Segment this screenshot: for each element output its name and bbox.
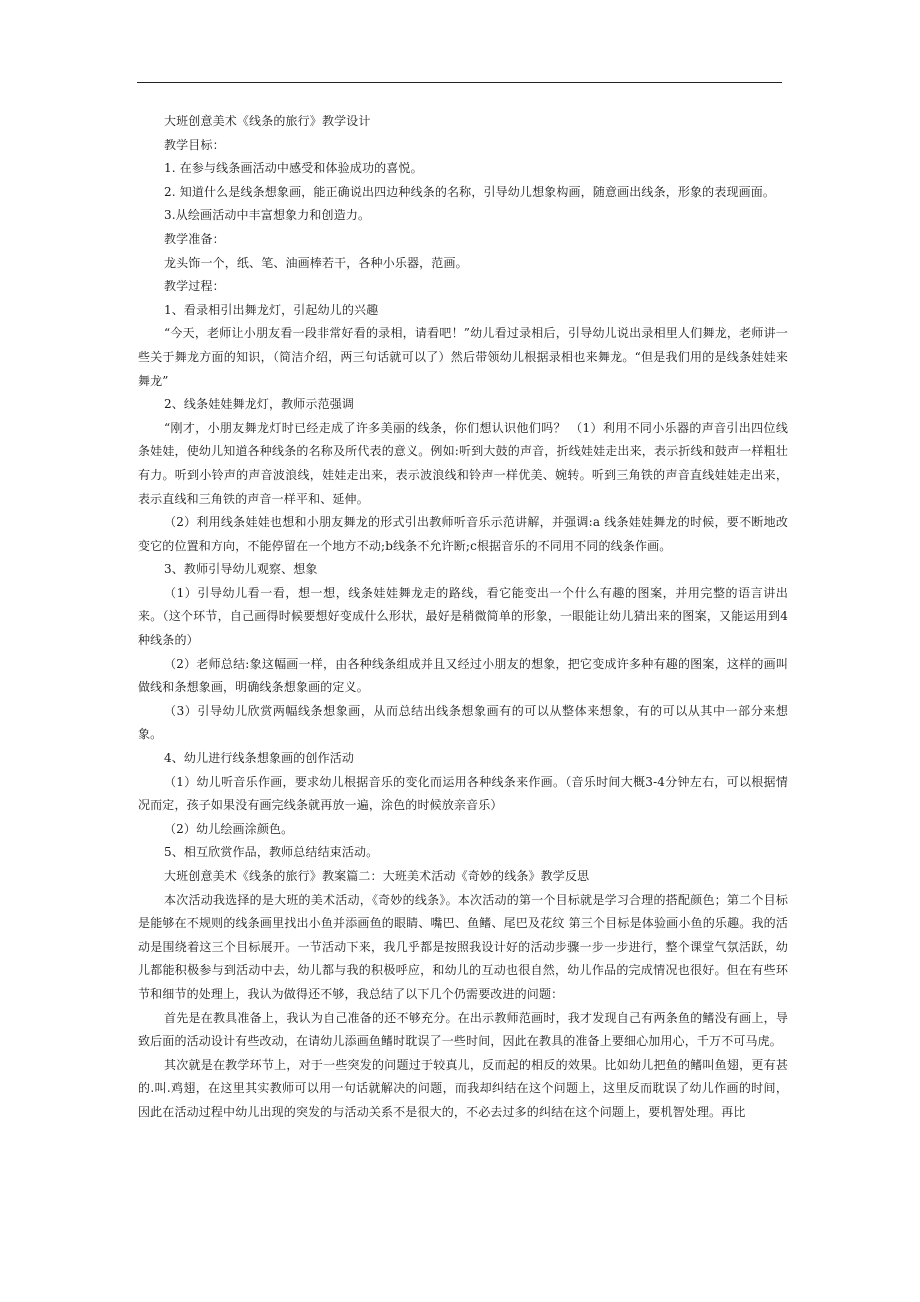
paragraph: （1）引导幼儿看一看，想一想，线条娃娃舞龙走的路线，看它能变出一个什么有趣的图案，并用完整的语言讲出来。（这个环节，自己画得时候要想好变成什么形状，最好是稍微简单的形象，一眼能让幼儿猜出来的图案，又能运用到4种线条的） — [138, 585, 788, 648]
paragraph: 教学目标： — [164, 137, 225, 152]
paragraph: 大班创意美术《线条的旅行》教学设计 — [164, 114, 371, 128]
paragraph: （2）老师总结:象这幅画一样，由各种线条组成并且又经过小朋友的想象，把它变成许多种有趣的图案，这样的画叫做线和条想象画，明确线条想象画的定义。 — [138, 656, 788, 695]
paragraph: 3、教师引导幼儿观察、想象 — [164, 562, 318, 577]
paragraph: （1）幼儿听音乐作画，要求幼儿根据音乐的变化而运用各种线条来作画。（音乐时间大概3-4分钟左右，可以根据情况而定，孩子如果没有画完线条就再放一遍，涂色的时候放亲音乐） — [138, 774, 788, 813]
header-rule — [137, 82, 782, 83]
paragraph: 2、线条娃娃舞龙灯，教师示范强调 — [164, 397, 355, 412]
paragraph: 首先是在教具准备上，我认为自己准备的还不够充分。在出示教师范画时，我才发现自己有两条鱼的鳍没有画上，导致后面的活动设计有些改动，在请幼儿添画鱼鳍时耽误了一些时间，因此在教具的准备上要细心加用心，千万不可马虎。 — [138, 1010, 788, 1049]
paragraph: 3.从绘画活动中丰富想象力和创造力。 — [164, 208, 371, 223]
paragraph: 其次就是在教学环节上，对于一些突发的问题过于较真儿，反而起的相反的效果。比如幼儿把鱼的鳍叫鱼翅，更有甚的.叫.鸡翅，在这里其实教师可以用一句话就解决的问题，而我却纠结在这个问题上，这里反而耽误了幼儿作画的时间，因此在活动过程中幼儿出现的突发的与活动关系不是很大的，不必去过多的纠结在这个问题上，要机智处理。再比 — [138, 1057, 788, 1119]
paragraph: “刚才，小朋友舞龙灯时已经走成了许多美丽的线条，你们想认识他们吗？ （1）利用不同小乐器的声音引出四位线条娃娃，使幼儿知道各种线条的名称及所代表的意义。例如:听到大鼓的声音，折线娃娃走出来，表示折线和鼓声一样粗壮有力。听到小铃声的声音波浪线，娃娃走出来，表示波浪线和铃声一样优美、婉转。听到三角铁的声音直线娃娃走出来，表示直线和三角铁的声音一样平和、延伸。 — [138, 420, 788, 506]
paragraph: 1. 在参与线条画活动中感受和体验成功的喜悦。 — [164, 161, 423, 176]
paragraph: 5、相互欣赏作品，教师总结结束活动。 — [164, 845, 379, 860]
paragraph: 教学过程： — [164, 279, 225, 294]
paragraph: 大班创意美术《线条的旅行》教案篇二：大班美术活动《奇妙的线条》教学反思 — [164, 869, 590, 883]
paragraph: （3）引导幼儿欣赏两幅线条想象画，从而总结出线条想象画有的可以从整体来想象，有的可以从其中一部分来想象。 — [138, 703, 788, 742]
document-body — [138, 110, 788, 1125]
paragraph: 2. 知道什么是线条想象画，能正确说出四边种线条的名称，引导幼儿想象构画，随意画出线条，形象的表现画面。 — [164, 184, 776, 199]
paragraph: 龙头饰一个，纸、笔、油画棒若干，各种小乐器，范画。 — [164, 255, 468, 270]
paragraph: “今天，老师让小朋友看一段非常好看的录相，请看吧！”幼儿看过录相后，引导幼儿说出录相里人们舞龙，老师讲一些关于舞龙方面的知识，（简洁介绍，两三句话就可以了）然后带领幼儿根据录相也来舞龙。“但是我们用的是线条娃娃来舞龙” — [138, 326, 788, 388]
paragraph: 1、看录相引出舞龙灯，引起幼儿的兴趣 — [164, 302, 379, 317]
paragraph: 4、幼儿进行线条想象画的创作活动 — [164, 751, 355, 766]
paragraph: 教学准备： — [164, 231, 225, 246]
paragraph: （2）利用线条娃娃也想和小朋友舞龙的形式引出教师听音乐示范讲解，并强调:a 线条娃娃舞龙的时候，要不断地改变它的位置和方向，不能停留在一个地方不动;b线条不允许断;c根据音乐的不同用不同的线条作画。 — [138, 515, 788, 553]
paragraph: （2）幼儿绘画涂颜色。 — [164, 821, 294, 836]
paragraph: 本次活动我选择的是大班的美术活动，《奇妙的线条》。本次活动的第一个目标就是学习合理的搭配颜色；第二个目标是能够在不规则的线条画里找出小鱼并添画鱼的眼睛、嘴巴、鱼鳍、尾巴及花纹 第三个目标是体验画小鱼的乐趣。我的活动是围绕着这三个目标展开。一节活动下来，我几乎都是按照我设计好的活动步骤一步一步进行，整个课堂气氛活跃，幼儿都能积极参与到活动中去，幼儿都与我的积极呼应，和幼儿的互动也很自然，幼儿作品的完成情况也很好。但在有些环节和细节的处理上，我认为做得还不够，我总结了以下几个仍需要改进的问题： — [138, 892, 788, 1001]
